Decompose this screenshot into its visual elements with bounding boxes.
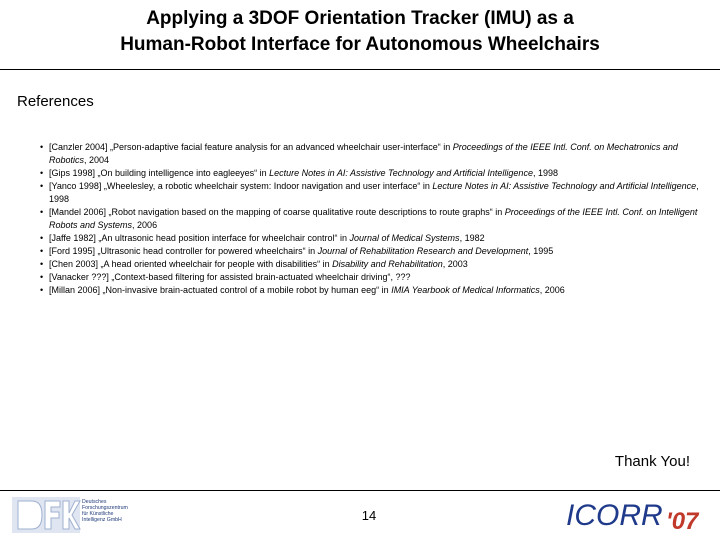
reference-text: [Jaffe 1982] „An ultrasonic head position interface for wheelchair control“ in <box>49 233 350 243</box>
reference-source: Journal of Rehabilitation Research and Development <box>317 246 529 256</box>
reference-text: [Mandel 2006] „Robot navigation based on the mapping of coarse qualitative route descriptions to route graphs“ in <box>49 207 505 217</box>
reference-text: [Ford 1995] „Ultrasonic head controller for powered wheelchairs“ in <box>49 246 318 256</box>
reference-source: Disability and Rehabilitation <box>332 259 443 269</box>
reference-source: Lecture Notes in AI: Assistive Technology and Artificial Intelligence <box>269 168 533 178</box>
reference-item <box>40 206 708 232</box>
reference-item <box>40 167 708 180</box>
footer-divider <box>0 490 720 491</box>
reference-year: , 1998 <box>532 168 558 178</box>
svg-text:'07: '07 <box>666 508 699 535</box>
reference-text: [Yanco 1998] „Wheelesley, a robotic wheelchair system: Indoor navigation and user interface“ in <box>49 181 433 191</box>
reference-item <box>40 258 708 271</box>
reference-item <box>40 232 708 245</box>
reference-year: , 2003 <box>442 259 468 269</box>
reference-source: IMIA Yearbook of Medical Informatics <box>391 285 540 295</box>
thank-you-text: Thank You! <box>614 453 690 470</box>
reference-text: [Millan 2006] „Non-invasive brain-actuated control of a mobile robot by human eeg“ in <box>49 285 392 295</box>
reference-text: [Gips 1998] „On building intelligence into eagleeyes“ in <box>49 168 270 178</box>
reference-text: [Chen 2003] „A head oriented wheelchair for people with disabilities“ in <box>49 259 333 269</box>
reference-source: Lecture Notes in AI: Assistive Technology and Artificial Intelligence <box>432 181 697 191</box>
reference-year: , 1995 <box>528 246 554 256</box>
slide-title <box>0 6 720 58</box>
section-heading: References <box>17 93 94 110</box>
reference-year: , 1998 <box>49 181 699 204</box>
reference-year: , 2006 <box>132 220 158 230</box>
icorr-logo-icon <box>562 495 712 535</box>
reference-year: , 2006 <box>539 285 565 295</box>
page-number: 14 <box>361 508 377 523</box>
reference-item <box>40 271 708 284</box>
reference-year: , 1982 <box>459 233 485 243</box>
reference-item <box>40 245 708 258</box>
reference-year: , 2004 <box>84 155 110 165</box>
reference-item <box>40 284 708 297</box>
reference-source: Proceedings of the IEEE Intl. Conf. on Mechatronics and Robotics <box>49 142 678 165</box>
reference-item <box>40 141 708 167</box>
title-line-1: Applying a 3DOF Orientation Tracker (IMU) as a <box>146 8 574 29</box>
dfki-name: Deutsches Forschungszentrum für Künstliche Intelligenz GmbH <box>82 499 128 523</box>
reference-text: [Canzler 2004] „Person-adaptive facial feature analysis for an advanced wheelchair user-interface“ in <box>49 142 453 152</box>
title-divider <box>0 69 720 70</box>
reference-text: [Vanacker ???] „Context-based filtering for assisted brain-actuated wheelchair driving“, ??? <box>49 272 411 282</box>
reference-source: Journal of Medical Systems <box>349 233 460 243</box>
reference-source: Proceedings of the IEEE Intl. Conf. on Intelligent Robots and Systems <box>49 207 698 230</box>
title-line-2: Human-Robot Interface for Autonomous Wheelchairs <box>120 34 600 55</box>
reference-item <box>40 180 708 206</box>
svg-text:ICORR: ICORR <box>566 499 663 532</box>
reference-list <box>40 141 708 297</box>
